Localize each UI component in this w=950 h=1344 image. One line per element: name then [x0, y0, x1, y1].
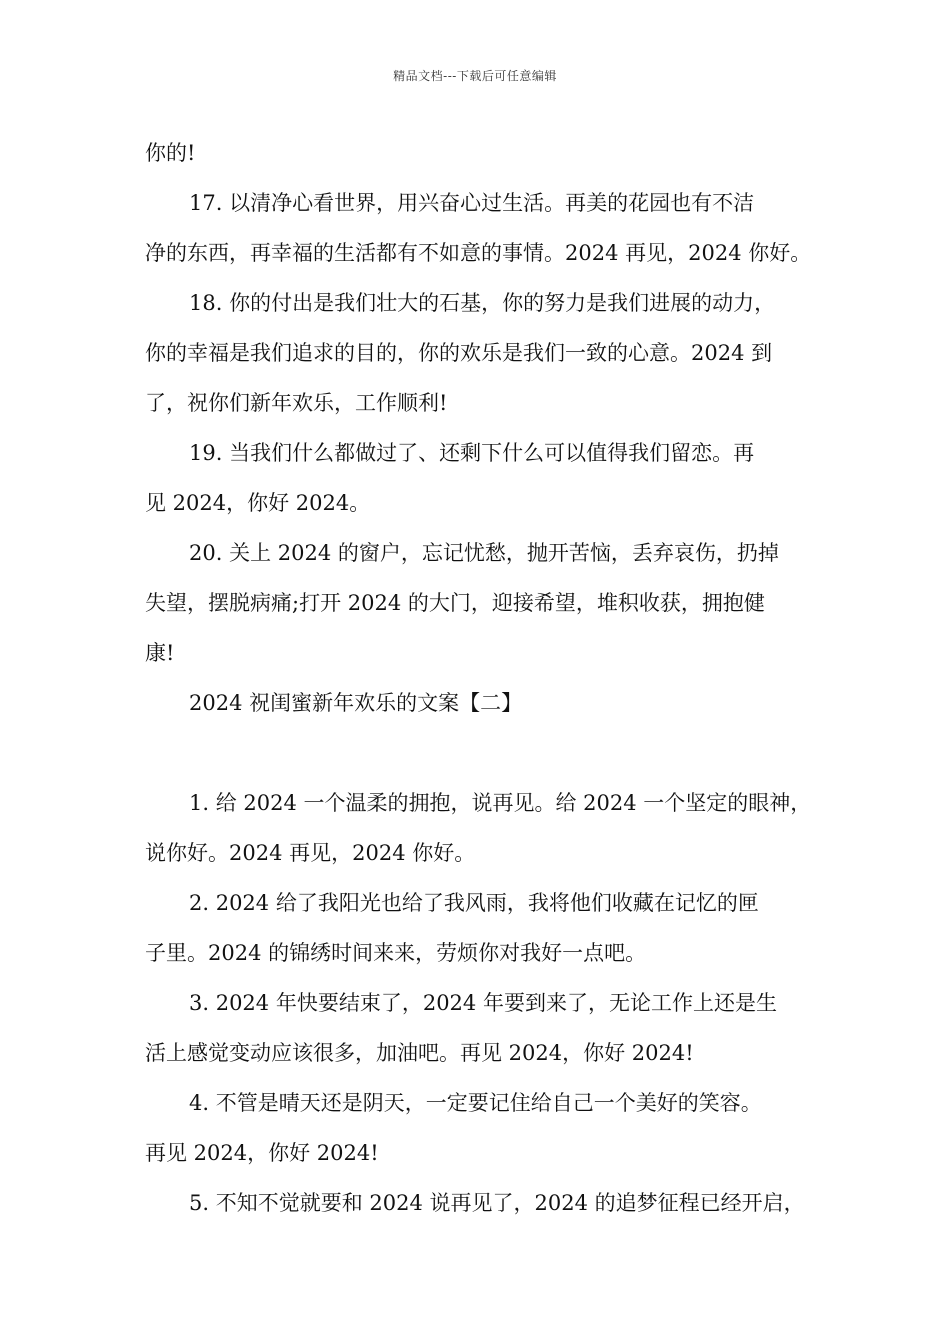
blank-line	[145, 728, 813, 778]
text-line: 3. 2024 年快要结束了，2024 年要到来了，无论工作上还是生	[189, 991, 777, 1015]
text-line: 净的东西，再幸福的生活都有不如意的事情。2024 再见，2024 你好。	[145, 241, 812, 265]
text-line: 5. 不知不觉就要和 2024 说再见了，2024 的追梦征程已经开启，	[189, 1191, 805, 1215]
text-line: 19. 当我们什么都做过了、还剩下什么可以值得我们留恋。再	[189, 441, 755, 465]
text-line: 见 2024，你好 2024。	[145, 491, 371, 515]
text-line: 17. 以清净心看世界，用兴奋心过生活。再美的花园也有不洁	[189, 191, 755, 215]
text-line: 子里。2024 的锦绣时间来来，劳烦你对我好一点吧。	[145, 941, 647, 965]
text-line: 1. 给 2024 一个温柔的拥抱，说再见。给 2024 一个坚定的眼神，	[189, 791, 812, 815]
text-line: 4. 不管是晴天还是阴天，一定要记住给自己一个美好的笑容。	[189, 1091, 762, 1115]
text-line: 活上感觉变动应该很多，加油吧。再见 2024，你好 2024!	[145, 1041, 694, 1065]
text-line: 你的幸福是我们追求的目的，你的欢乐是我们一致的心意。2024 到	[145, 341, 773, 365]
text-line: 2. 2024 给了我阳光也给了我风雨，我将他们收藏在记忆的匣	[189, 891, 759, 915]
text-line: 再见 2024，你好 2024!	[145, 1141, 379, 1165]
page-header: 精品文档---下载后可任意编辑	[393, 69, 557, 83]
text-line: 20. 关上 2024 的窗户，忘记忧愁，抛开苦恼，丢弃哀伤，扔掉	[189, 541, 779, 565]
text-line: 失望，摆脱病痛;打开 2024 的大门，迎接希望，堆积收获，拥抱健	[145, 591, 765, 615]
text-line: 18. 你的付出是我们壮大的石基，你的努力是我们进展的动力，	[189, 291, 776, 315]
text-line: 说你好。2024 再见，2024 你好。	[145, 841, 476, 865]
text-line: 了，祝你们新年欢乐，工作顺利!	[145, 391, 448, 415]
text-line: 你的!	[145, 141, 196, 165]
section-heading: 2024 祝闺蜜新年欢乐的文案【二】	[189, 691, 523, 715]
text-line: 康!	[145, 641, 175, 665]
document-body	[145, 128, 813, 1228]
